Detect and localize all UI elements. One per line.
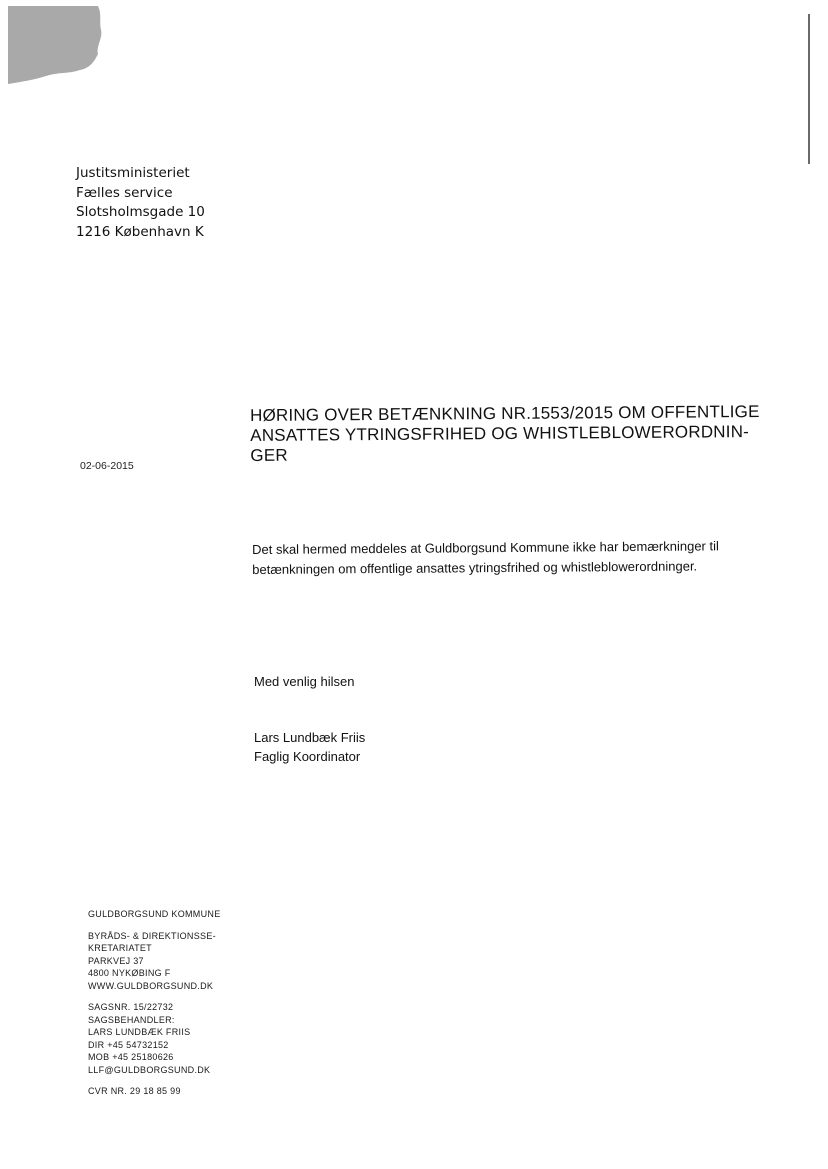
logo-shape bbox=[6, 6, 106, 88]
scan-edge-line bbox=[808, 14, 810, 164]
footer-street: PARKVEJ 37 bbox=[88, 955, 144, 966]
subject-line-3: GER bbox=[250, 445, 288, 465]
recipient-street: Slotsholmsgade 10 bbox=[76, 204, 205, 220]
subject-line-1: HØRING OVER BETÆNKNING NR.1553/2015 OM OFFENTLIGE bbox=[250, 401, 760, 425]
closing-salutation: Med venlig hilsen bbox=[254, 674, 355, 689]
footer-web: WWW.GULDBORGSUND.DK bbox=[88, 980, 214, 991]
recipient-department: Fælles service bbox=[76, 184, 173, 201]
body-paragraph bbox=[252, 536, 792, 580]
footer-dir: DIR +45 54732152 bbox=[88, 1039, 169, 1050]
footer-dept-2: KRETARIATET bbox=[88, 943, 152, 953]
footer-city: 4800 NYKØBING F bbox=[88, 968, 171, 978]
signature-block bbox=[254, 728, 365, 766]
signer-title: Faglig Koordinator bbox=[254, 749, 361, 764]
footer-dept-1: BYRÅDS- & DIREKTIONSSE- bbox=[88, 930, 216, 941]
subject-heading bbox=[250, 402, 780, 466]
letter-date: 02-06-2015 bbox=[80, 460, 134, 472]
signer-name: Lars Lundbæk Friis bbox=[254, 730, 366, 745]
footer-mob: MOB +45 25180626 bbox=[88, 1052, 174, 1062]
footer-org: GULDBORGSUND KOMMUNE bbox=[88, 909, 221, 919]
footer-handler: LARS LUNDBÆK FRIIS bbox=[88, 1027, 191, 1037]
recipient-address bbox=[76, 164, 205, 242]
footer-contact bbox=[88, 908, 221, 1098]
recipient-name: Justitsministeriet bbox=[76, 165, 190, 181]
body-line-2: betænkningen om offentlige ansattes ytringsfrihed og whistleblowerordninger. bbox=[252, 558, 698, 577]
footer-cvr: CVR NR. 29 18 85 99 bbox=[88, 1086, 181, 1096]
body-line-1: Det skal hermed meddeles at Guldborgsund Kommune ikke har bemærkninger til bbox=[252, 538, 719, 557]
subject-line-2: ANSATTES YTRINGSFRIHED OG WHISTLEBLOWERORDNIN- bbox=[250, 422, 750, 445]
footer-email: LLF@GULDBORGSUND.DK bbox=[88, 1064, 211, 1075]
footer-handler-label: SAGSBEHANDLER: bbox=[88, 1014, 175, 1025]
recipient-city: 1216 København K bbox=[76, 223, 204, 240]
footer-case: SAGSNR. 15/22732 bbox=[88, 1002, 174, 1012]
